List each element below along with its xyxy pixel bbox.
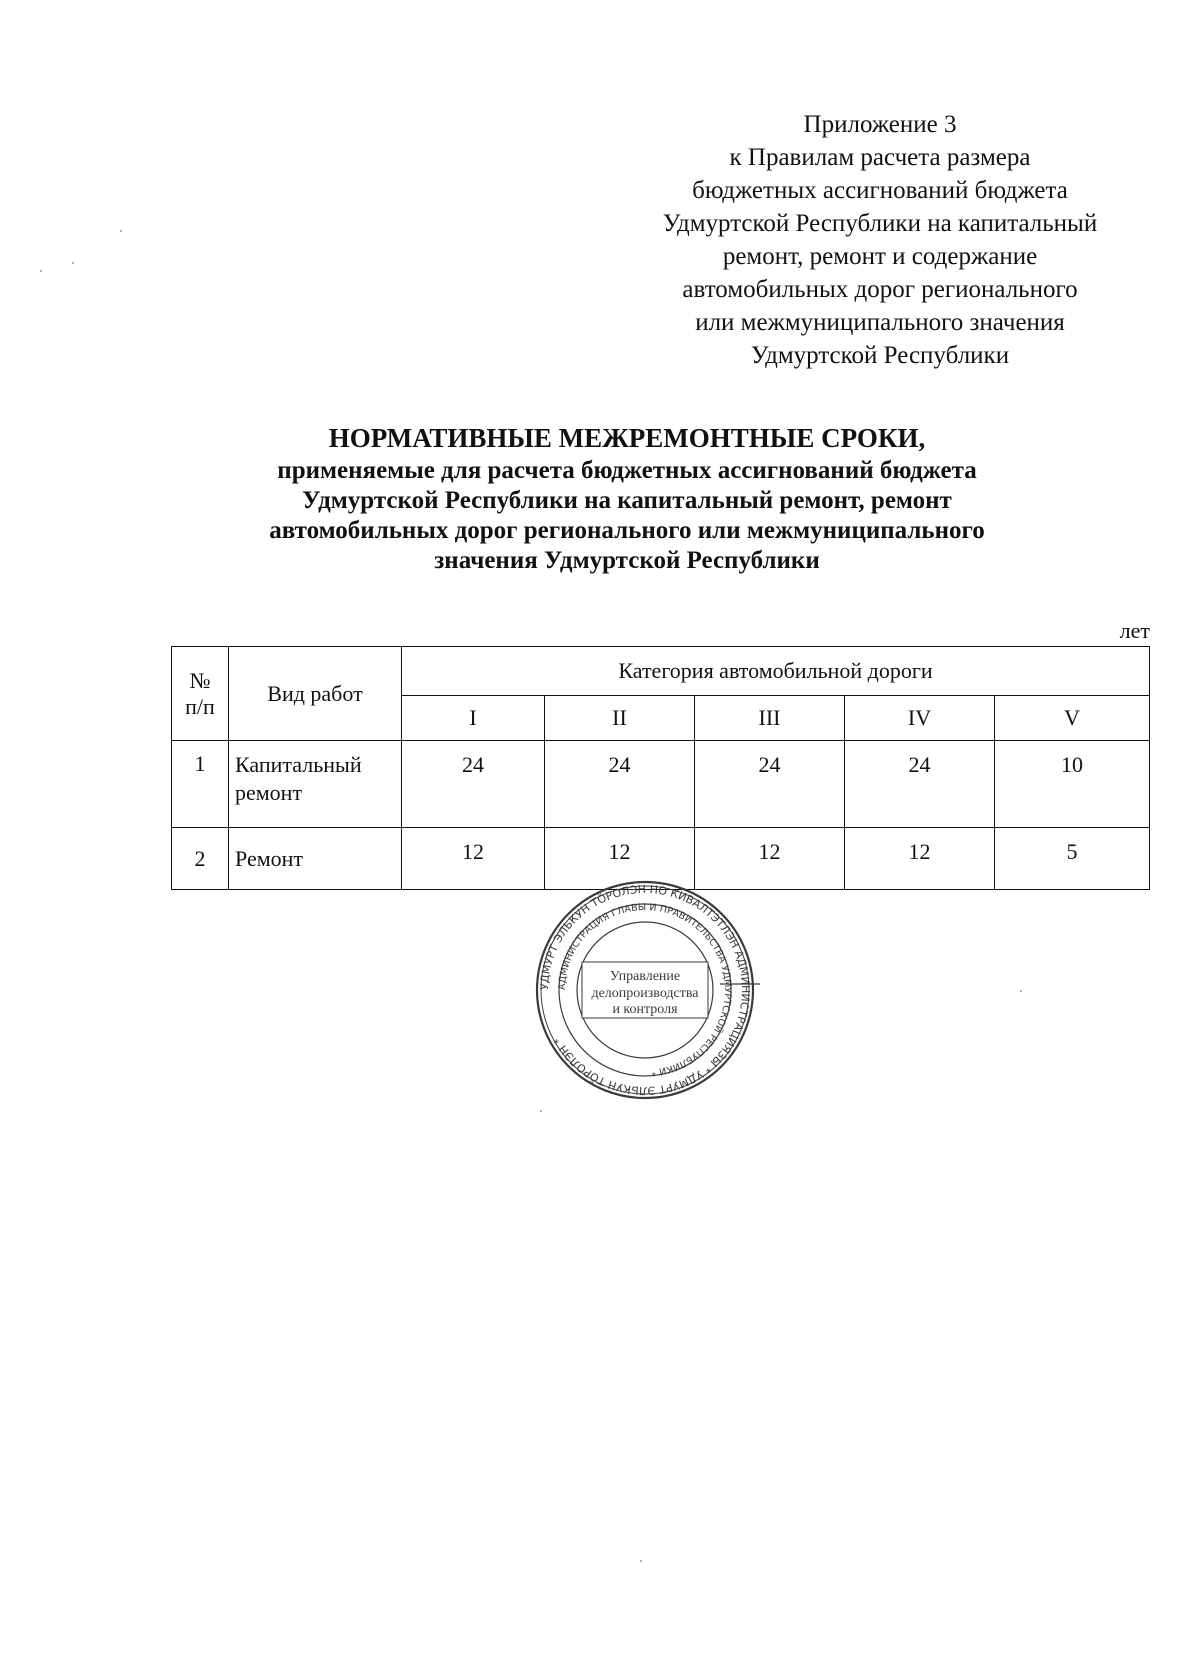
row-kind bbox=[229, 741, 402, 828]
row-value: 24 bbox=[845, 741, 995, 828]
appendix-line: или межмуниципального значения bbox=[695, 309, 1065, 336]
title-line: значения Удмуртской Республики bbox=[434, 547, 820, 574]
category-header: Категория автомобильной дороги bbox=[402, 647, 1150, 696]
row-value: 12 bbox=[545, 828, 695, 890]
row-kind-line: Ремонт bbox=[235, 845, 304, 871]
title-line: автомобильных дорог регионального или межмуниципального bbox=[269, 517, 985, 544]
row-number: 1 bbox=[172, 741, 229, 828]
kind-header: Вид работ bbox=[229, 647, 402, 741]
document-title bbox=[170, 423, 1084, 576]
scan-speck bbox=[1020, 990, 1022, 992]
appendix-line: Удмуртской Республики на капитальный bbox=[662, 210, 1098, 237]
scan-speck bbox=[72, 262, 74, 264]
stamp-inner-text: АДМИНИСТРАЦИЯ ГЛАВЫ И ПРАВИТЕЛЬСТВА УДМУРТСКОЙ РЕСПУБЛИКИ * bbox=[556, 901, 734, 1078]
official-stamp bbox=[530, 880, 760, 1100]
category-cell: II bbox=[545, 696, 695, 741]
stamp-center-line: делопроизводства bbox=[591, 986, 699, 1001]
num-header-sign: № bbox=[189, 667, 211, 693]
row-kind-line: Капитальный bbox=[235, 752, 362, 777]
scan-speck bbox=[120, 230, 122, 232]
category-cell: V bbox=[995, 696, 1150, 741]
num-header-abbrev: п/п bbox=[185, 693, 215, 719]
appendix-line: ремонт, ремонт и содержание bbox=[722, 243, 1038, 270]
row-value: 12 bbox=[695, 828, 845, 890]
row-kind bbox=[229, 828, 402, 890]
appendix-line: к Правилам расчета размера bbox=[729, 144, 1031, 171]
row-value: 12 bbox=[845, 828, 995, 890]
category-cell: I bbox=[402, 696, 545, 741]
row-value: 12 bbox=[402, 828, 545, 890]
num-header bbox=[172, 647, 229, 741]
stamp-center-line: и контроля bbox=[612, 1002, 678, 1017]
row-value: 10 bbox=[995, 741, 1150, 828]
stamp-outer-text: УДМУРТ ЭЛЬКУН ТӦРОЛЭН НО КИВАЛТЭТЛЭН АДМИНИСТРАЦИЯЗЫ * УДМУРТ ЭЛЬКУН ТӦРОЛЭН * bbox=[537, 882, 753, 1098]
units-label: лет bbox=[1119, 618, 1150, 643]
category-cell: III bbox=[695, 696, 845, 741]
row-value: 24 bbox=[545, 741, 695, 828]
appendix-line: Удмуртской Республики bbox=[750, 342, 1010, 369]
stamp-center-line: Управление bbox=[609, 969, 681, 984]
row-value: 5 bbox=[995, 828, 1150, 890]
category-cell: IV bbox=[845, 696, 995, 741]
row-value: 24 bbox=[695, 741, 845, 828]
scan-speck bbox=[640, 1560, 642, 1562]
table-row bbox=[172, 741, 1150, 828]
appendix-header bbox=[630, 108, 1130, 372]
table-header-row bbox=[172, 647, 1150, 696]
norms-table bbox=[171, 646, 1150, 890]
appendix-line: бюджетных ассигнований бюджета bbox=[692, 177, 1068, 204]
row-kind-line: ремонт bbox=[235, 780, 303, 805]
scan-speck bbox=[40, 270, 42, 272]
title-line: применяемые для расчета бюджетных ассигнований бюджета bbox=[277, 457, 977, 484]
row-number: 2 bbox=[172, 828, 229, 890]
appendix-line: автомобильных дорог регионального bbox=[682, 276, 1078, 303]
appendix-line: Приложение 3 bbox=[803, 111, 957, 138]
row-value: 24 bbox=[402, 741, 545, 828]
scan-speck bbox=[540, 1110, 542, 1112]
title-line: Удмуртской Республики на капитальный ремонт, ремонт bbox=[302, 487, 952, 514]
title-main: НОРМАТИВНЫЕ МЕЖРЕМОНТНЫЕ СРОКИ, bbox=[328, 423, 926, 453]
